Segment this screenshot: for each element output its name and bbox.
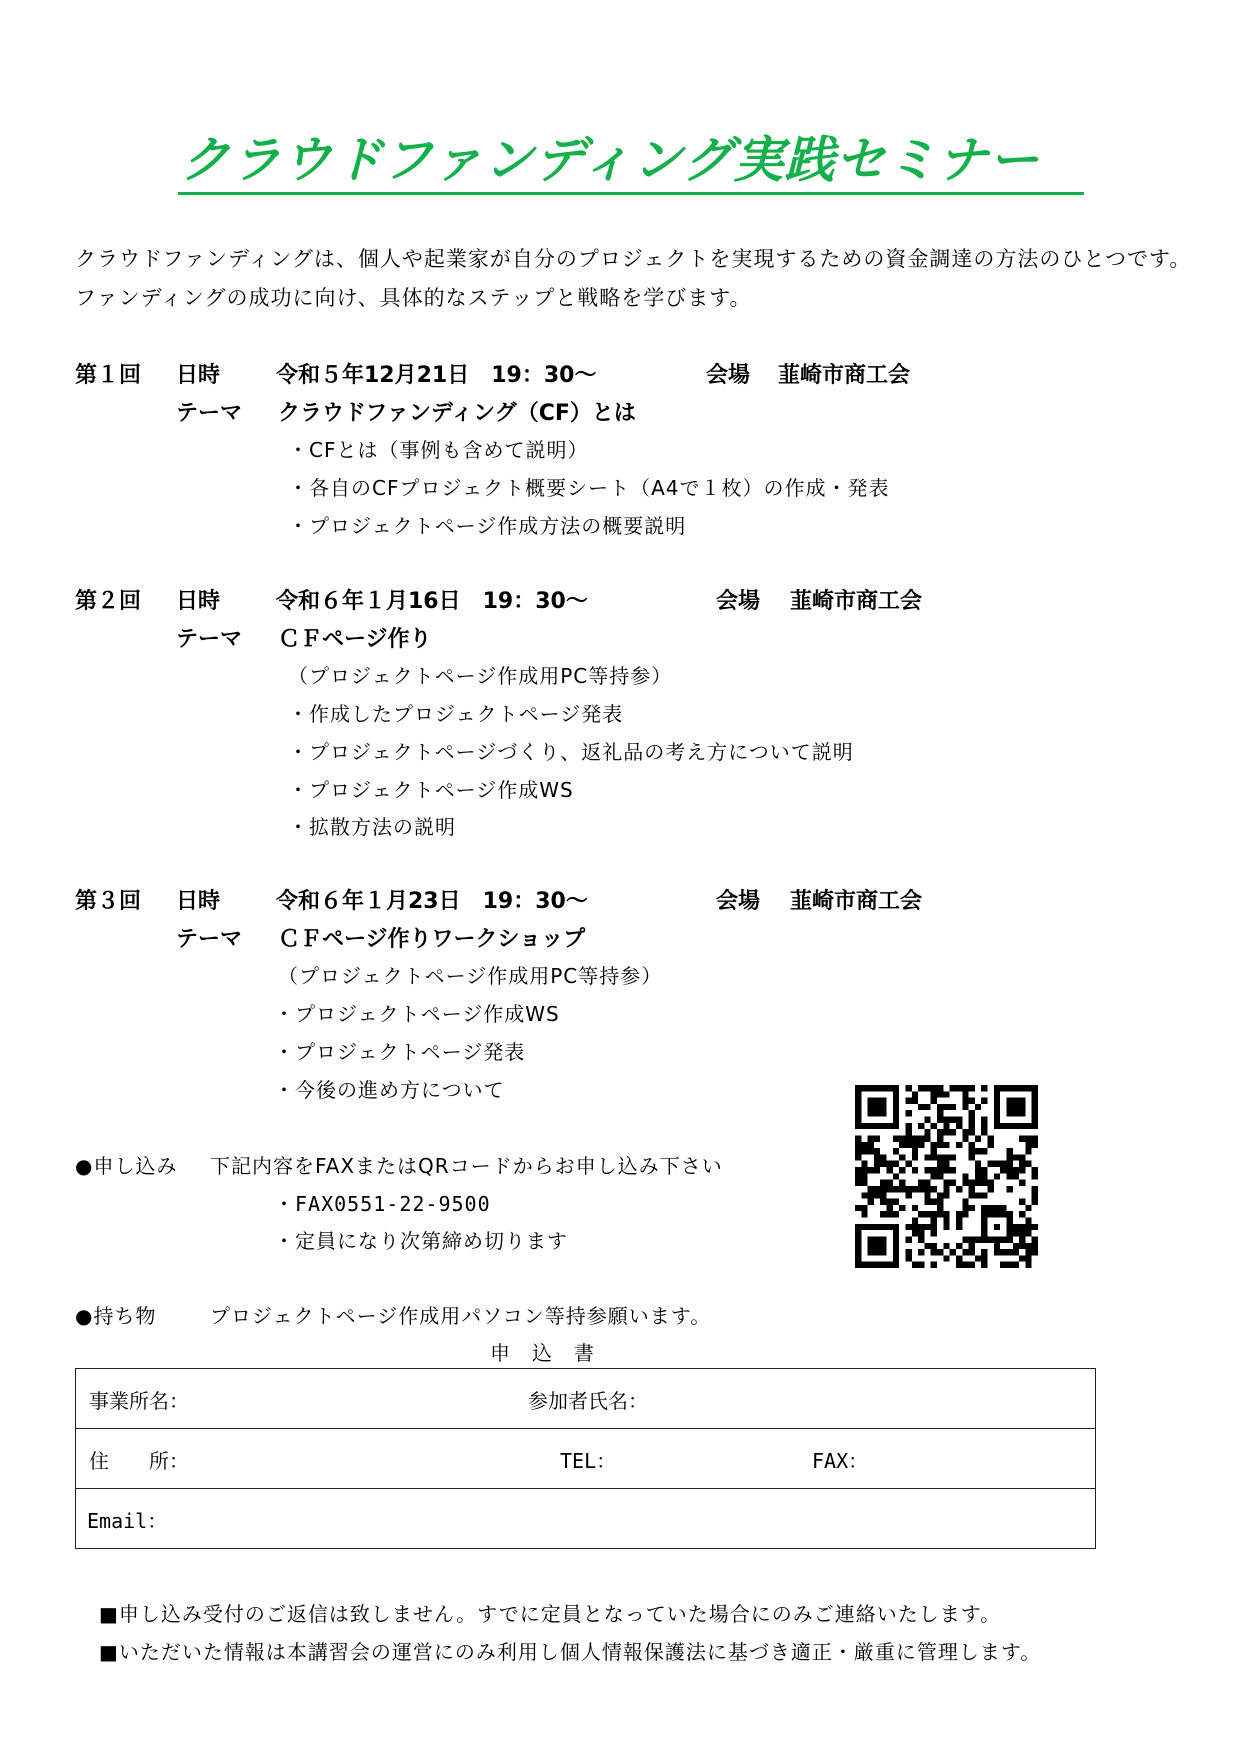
session-2-number: 第２回 [75, 589, 142, 614]
application-text: 下記内容をFAXまたはQRコードからお申し込み下さい [210, 1154, 723, 1178]
session-2-theme: ＣＦページ作り [278, 627, 432, 652]
form-title: 申 込 書 [490, 1341, 595, 1365]
form-row-contact[interactable] [76, 1429, 1096, 1489]
session-3-item: ・プロジェクトページ発表 [274, 1040, 526, 1064]
session-1-theme-label: テーマ [176, 401, 243, 426]
session-2-item: ・作成したプロジェクトページ発表 [288, 702, 624, 726]
note-1: ■申し込み受付のご返信は致しません。すでに定員となっていた場合にのみご連絡いたします。 [99, 1602, 1002, 1626]
session-1-date-label: 日時 [176, 363, 221, 388]
form-row-email[interactable] [76, 1489, 1096, 1549]
session-1-date: 令和５年12月21日 19：30～ [276, 363, 597, 388]
session-1-item: ・各自のCFプロジェクト概要シート（A4で１枚）の作成・発表 [288, 476, 890, 500]
session-2-venue-label: 会場 [716, 589, 761, 614]
session-1-item: ・プロジェクトページ作成方法の概要説明 [288, 514, 687, 538]
session-3-item: （プロジェクトページ作成用PC等持参） [278, 964, 663, 988]
application-form [75, 1368, 1096, 1549]
note-2: ■いただいた情報は本講習会の運営にのみ利用し個人情報保護法に基づき適正・厳重に管理します。 [99, 1640, 1042, 1664]
tel-label: TEL： [560, 1449, 617, 1473]
session-2-venue: 韮崎市商工会 [790, 589, 923, 614]
qr-code-icon[interactable] [855, 1085, 1038, 1268]
session-2-item: （プロジェクトページ作成用PC等持参） [288, 664, 673, 688]
session-3-number: 第３回 [75, 889, 142, 914]
application-fax: ・FAX0551-22-9500 [274, 1192, 491, 1216]
email-label: Email： [87, 1509, 168, 1533]
session-3-venue-label: 会場 [716, 889, 761, 914]
intro-line-2: ファンディングの成功に向け、具体的なステップと戦略を学びます。 [75, 286, 752, 310]
session-3-venue: 韮崎市商工会 [790, 889, 923, 914]
session-1-theme: クラウドファンディング（CF）とは [278, 401, 636, 426]
fax-label: FAX： [812, 1449, 869, 1473]
application-label: ●申し込み [75, 1154, 178, 1178]
session-2-date-label: 日時 [176, 589, 221, 614]
session-2-item: ・プロジェクトページ作成WS [288, 778, 574, 802]
session-3-theme-label: テーマ [176, 927, 243, 952]
session-1-item: ・CFとは（事例も含めて説明） [288, 438, 589, 462]
session-1-number: 第１回 [75, 363, 142, 388]
session-1-venue-label: 会場 [706, 363, 751, 388]
belongings-label: ●持ち物 [75, 1304, 157, 1328]
application-deadline: ・定員になり次第締め切ります [274, 1229, 568, 1253]
session-3-date-label: 日時 [176, 889, 221, 914]
session-3-item: ・プロジェクトページ作成WS [274, 1002, 560, 1026]
session-3-date: 令和６年１月23日 19：30～ [276, 889, 588, 914]
intro-line-1: クラウドファンディングは、個人や起業家が自分のプロジェクトを実現するための資金調達の方法のひとつです。 [75, 247, 1192, 271]
session-2-date: 令和６年１月16日 19：30～ [276, 589, 588, 614]
belongings-text: プロジェクトページ作成用パソコン等持参願います。 [210, 1304, 712, 1328]
session-2-item: ・拡散方法の説明 [288, 815, 456, 839]
session-2-theme-label: テーマ [176, 627, 243, 652]
participant-name-label: 参加者氏名： [528, 1389, 648, 1413]
business-name-label: 事業所名： [89, 1389, 189, 1413]
page-title: クラウドファンディング実践セミナー [178, 130, 1084, 195]
session-3-theme: ＣＦページ作りワークショップ [278, 927, 586, 952]
session-1-venue: 韮崎市商工会 [778, 363, 911, 388]
form-row-names[interactable] [76, 1369, 1096, 1429]
session-2-item: ・プロジェクトページづくり、返礼品の考え方について説明 [288, 740, 854, 764]
session-3-item: ・今後の進め方について [274, 1078, 505, 1102]
address-label: 住 所： [89, 1449, 189, 1473]
